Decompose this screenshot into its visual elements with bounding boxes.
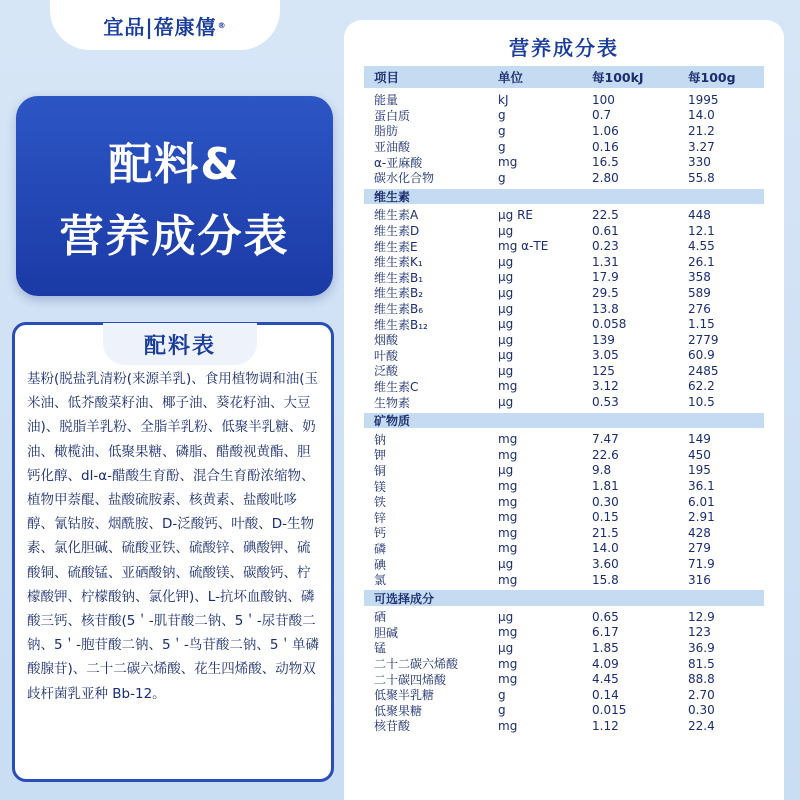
table-row bbox=[364, 718, 764, 734]
nutrient-unit: μg bbox=[498, 270, 514, 285]
nutrient-unit: mg bbox=[498, 718, 518, 733]
nutrient-per-100kj: 1.85 bbox=[592, 640, 619, 655]
table-row bbox=[364, 394, 764, 410]
table-row bbox=[364, 609, 764, 625]
header-per-100kj: 每100kJ bbox=[592, 70, 644, 85]
table-row bbox=[364, 463, 764, 479]
vitamins-group bbox=[364, 207, 764, 410]
nutrient-name: 亚油酸 bbox=[374, 140, 411, 155]
nutrient-per-100kj: 0.53 bbox=[592, 395, 619, 410]
nutrient-per-100kj: 2.80 bbox=[592, 170, 619, 185]
nutrient-name: 维生素K₁ bbox=[374, 255, 423, 270]
nutrient-per-100kj: 14.0 bbox=[592, 541, 619, 556]
nutrient-unit: mg bbox=[498, 447, 518, 462]
table-row bbox=[364, 223, 764, 239]
nutrient-unit: μg bbox=[498, 609, 514, 624]
nutrient-name: 维生素A bbox=[374, 208, 419, 223]
section-vitamins bbox=[364, 189, 764, 205]
nutrient-unit: kJ bbox=[498, 92, 509, 107]
basic-nutrients-group bbox=[364, 92, 764, 186]
table-row bbox=[364, 509, 764, 525]
nutrient-name: 脂肪 bbox=[374, 124, 399, 139]
nutrient-per-100kj: 29.5 bbox=[592, 285, 619, 300]
nutrient-unit: μg bbox=[498, 463, 514, 478]
nutrient-per-100kj: 9.8 bbox=[592, 463, 612, 478]
table-row bbox=[364, 154, 764, 170]
nutrient-per-100g: 21.2 bbox=[688, 123, 715, 138]
nutrient-name: 叶酸 bbox=[374, 348, 399, 363]
table-row bbox=[364, 92, 764, 108]
nutrient-unit: mg bbox=[498, 432, 518, 447]
nutrient-per-100kj: 1.12 bbox=[592, 718, 619, 733]
nutrient-unit: μg bbox=[498, 317, 514, 332]
nutrient-per-100g: 12.1 bbox=[688, 223, 715, 238]
nutrient-unit: mg bbox=[498, 672, 518, 687]
table-row bbox=[364, 494, 764, 510]
nutrient-unit: μg bbox=[498, 254, 514, 269]
nutrient-per-100kj: 3.60 bbox=[592, 557, 619, 572]
table-row bbox=[364, 316, 764, 332]
nutrient-unit: μg bbox=[498, 363, 514, 378]
nutrient-unit: μg bbox=[498, 285, 514, 300]
nutrient-per-100g: 10.5 bbox=[688, 395, 715, 410]
table-row bbox=[364, 572, 764, 588]
nutrient-name: 维生素B₁₂ bbox=[374, 317, 428, 332]
nutrient-per-100kj: 0.16 bbox=[592, 139, 619, 154]
nutrient-per-100g: 279 bbox=[688, 541, 711, 556]
nutrient-per-100g: 2485 bbox=[688, 363, 719, 378]
nutrient-name: 镁 bbox=[374, 479, 387, 494]
nutrient-per-100kj: 21.5 bbox=[592, 525, 619, 540]
section-optional bbox=[364, 590, 764, 606]
nutrient-per-100kj: 0.30 bbox=[592, 494, 619, 509]
nutrient-unit: mg bbox=[498, 379, 518, 394]
brand-logo bbox=[50, 0, 280, 50]
nutrient-per-100g: 60.9 bbox=[688, 348, 715, 363]
nutrient-per-100kj: 1.31 bbox=[592, 254, 619, 269]
table-row bbox=[364, 671, 764, 687]
section-minerals-label: 矿物质 bbox=[374, 414, 411, 429]
nutrient-per-100kj: 4.45 bbox=[592, 672, 619, 687]
nutrient-per-100kj: 0.23 bbox=[592, 239, 619, 254]
nutrient-per-100kj: 139 bbox=[592, 332, 615, 347]
nutrient-per-100g: 26.1 bbox=[688, 254, 715, 269]
nutrient-per-100kj: 0.65 bbox=[592, 609, 619, 624]
table-row bbox=[364, 556, 764, 572]
nutrient-per-100kj: 16.5 bbox=[592, 155, 619, 170]
table-row bbox=[364, 332, 764, 348]
nutrient-name: 氯 bbox=[374, 573, 387, 588]
nutrient-name: 钙 bbox=[374, 526, 387, 541]
nutrient-per-100g: 448 bbox=[688, 207, 711, 222]
nutrient-unit: g bbox=[498, 139, 506, 154]
nutrient-unit: g bbox=[498, 170, 506, 185]
table-row bbox=[364, 123, 764, 139]
nutrient-per-100kj: 0.14 bbox=[592, 687, 619, 702]
nutrient-per-100g: 2.91 bbox=[688, 510, 715, 525]
nutrient-per-100kj: 7.47 bbox=[592, 432, 619, 447]
table-row bbox=[364, 541, 764, 557]
nutrient-unit: g bbox=[498, 703, 506, 718]
nutrient-per-100g: 0.30 bbox=[688, 703, 715, 718]
nutrient-per-100g: 81.5 bbox=[688, 656, 715, 671]
registered-mark: ® bbox=[217, 20, 227, 30]
section-optional-label: 可选择成分 bbox=[374, 591, 435, 606]
nutrient-per-100g: 1.15 bbox=[688, 317, 715, 332]
minerals-group bbox=[364, 431, 764, 587]
nutrient-per-100kj: 0.7 bbox=[592, 108, 612, 123]
nutrient-name: 维生素E bbox=[374, 239, 418, 254]
nutrient-unit: μg bbox=[498, 640, 514, 655]
nutrient-per-100g: 358 bbox=[688, 270, 711, 285]
nutrient-name: 碳水化合物 bbox=[374, 171, 435, 186]
table-row bbox=[364, 285, 764, 301]
nutrient-per-100g: 450 bbox=[688, 447, 711, 462]
table-row bbox=[364, 525, 764, 541]
nutrient-unit: μg bbox=[498, 348, 514, 363]
nutrient-per-100g: 71.9 bbox=[688, 557, 715, 572]
ingredients-card bbox=[12, 322, 334, 782]
table-row bbox=[364, 687, 764, 703]
nutrient-name: 钾 bbox=[374, 448, 387, 463]
table-row bbox=[364, 301, 764, 317]
nutrient-name: 泛酸 bbox=[374, 364, 399, 379]
table-row bbox=[364, 238, 764, 254]
nutrient-unit: mg bbox=[498, 479, 518, 494]
nutrient-per-100kj: 3.05 bbox=[592, 348, 619, 363]
nutrient-per-100g: 88.8 bbox=[688, 672, 715, 687]
table-row bbox=[364, 108, 764, 124]
nutrient-name: 维生素B₂ bbox=[374, 286, 424, 301]
nutrient-unit: mg bbox=[498, 541, 518, 556]
nutrient-per-100g: 14.0 bbox=[688, 108, 715, 123]
table-row bbox=[364, 379, 764, 395]
nutrient-unit: μg bbox=[498, 223, 514, 238]
nutrient-per-100g: 1995 bbox=[688, 92, 719, 107]
nutrient-unit: μg bbox=[498, 301, 514, 316]
nutrient-name: 维生素D bbox=[374, 224, 420, 239]
nutrient-name: 低聚半乳糖 bbox=[374, 688, 435, 703]
nutrient-per-100kj: 1.06 bbox=[592, 123, 619, 138]
nutrient-unit: mg α-TE bbox=[498, 239, 549, 254]
table-row bbox=[364, 170, 764, 186]
nutrient-name: 生物素 bbox=[374, 395, 411, 410]
nutrient-per-100g: 149 bbox=[688, 432, 711, 447]
nutrient-name: 维生素B₆ bbox=[374, 302, 424, 317]
nutrient-unit: mg bbox=[498, 572, 518, 587]
nutrient-name: 烟酸 bbox=[374, 333, 399, 348]
nutrient-per-100kj: 125 bbox=[592, 363, 615, 378]
nutrient-unit: g bbox=[498, 123, 506, 138]
nutrient-per-100kj: 1.81 bbox=[592, 479, 619, 494]
title-card bbox=[16, 96, 333, 296]
nutrient-name: 磷 bbox=[374, 541, 387, 556]
page-title-line1: 配料& bbox=[108, 139, 241, 190]
nutrient-per-100g: 3.27 bbox=[688, 139, 715, 154]
nutrient-name: 维生素C bbox=[374, 379, 419, 394]
nutrient-per-100g: 62.2 bbox=[688, 379, 715, 394]
table-row bbox=[364, 348, 764, 364]
nutrient-name: 铜 bbox=[374, 463, 387, 478]
nutrient-per-100g: 36.9 bbox=[688, 640, 715, 655]
table-row bbox=[364, 207, 764, 223]
nutrient-per-100kj: 15.8 bbox=[592, 572, 619, 587]
nutrient-name: 维生素B₁ bbox=[374, 270, 424, 285]
nutrient-unit: mg bbox=[498, 656, 518, 671]
nutrient-unit: g bbox=[498, 108, 506, 123]
nutrient-per-100g: 36.1 bbox=[688, 479, 715, 494]
nutrient-name: 核苷酸 bbox=[374, 719, 411, 734]
nutrient-name: 硒 bbox=[374, 610, 387, 625]
nutrient-per-100g: 12.9 bbox=[688, 609, 715, 624]
nutrient-per-100g: 123 bbox=[688, 625, 711, 640]
nutrient-per-100kj: 22.5 bbox=[592, 207, 619, 222]
optional-group bbox=[364, 609, 764, 734]
header-unit: 单位 bbox=[498, 70, 524, 85]
nutrient-per-100kj: 3.12 bbox=[592, 379, 619, 394]
nutrient-per-100g: 589 bbox=[688, 285, 711, 300]
brand-logo-text: 宜品|蓓康僖 bbox=[103, 14, 217, 39]
nutrient-per-100g: 2.70 bbox=[688, 687, 715, 702]
table-row bbox=[364, 447, 764, 463]
nutrient-unit: mg bbox=[498, 494, 518, 509]
table-row bbox=[364, 139, 764, 155]
nutrient-per-100g: 330 bbox=[688, 155, 711, 170]
table-row bbox=[364, 478, 764, 494]
table-row bbox=[364, 656, 764, 672]
table-row bbox=[364, 363, 764, 379]
nutrient-per-100g: 276 bbox=[688, 301, 711, 316]
nutrient-name: 二十碳四烯酸 bbox=[374, 672, 447, 687]
nutrient-per-100g: 55.8 bbox=[688, 170, 715, 185]
nutrient-unit: mg bbox=[498, 510, 518, 525]
nutrient-name: 胆碱 bbox=[374, 625, 399, 640]
ingredients-title: 配料表 bbox=[103, 323, 257, 365]
nutrient-unit: μg bbox=[498, 332, 514, 347]
nutrient-unit: μg bbox=[498, 395, 514, 410]
table-row bbox=[364, 270, 764, 286]
nutrient-per-100g: 6.01 bbox=[688, 494, 715, 509]
nutrient-per-100kj: 13.8 bbox=[592, 301, 619, 316]
nutrient-unit: μg RE bbox=[498, 207, 533, 222]
nutrient-per-100kj: 0.058 bbox=[592, 317, 627, 332]
section-vitamins-label: 维生素 bbox=[374, 189, 411, 204]
table-header bbox=[364, 66, 764, 88]
nutrient-unit: μg bbox=[498, 557, 514, 572]
nutrient-name: 锰 bbox=[374, 641, 387, 656]
header-item: 项目 bbox=[374, 70, 400, 85]
table-row bbox=[364, 640, 764, 656]
nutrient-per-100g: 428 bbox=[688, 525, 711, 540]
header-per-100g: 每100g bbox=[688, 70, 736, 85]
nutrient-per-100kj: 4.09 bbox=[592, 656, 619, 671]
nutrient-name: 蛋白质 bbox=[374, 108, 411, 123]
nutrient-unit: mg bbox=[498, 525, 518, 540]
nutrient-per-100kj: 0.015 bbox=[592, 703, 627, 718]
nutrient-per-100g: 22.4 bbox=[688, 718, 715, 733]
section-minerals bbox=[364, 413, 764, 429]
nutrient-per-100kj: 100 bbox=[592, 92, 615, 107]
page-title-line2: 营养成分表 bbox=[59, 211, 290, 262]
nutrition-card bbox=[344, 20, 784, 800]
nutrient-name: 锌 bbox=[374, 510, 387, 525]
nutrient-unit: mg bbox=[498, 625, 518, 640]
nutrient-name: 铁 bbox=[374, 495, 387, 510]
nutrient-per-100g: 2779 bbox=[688, 332, 719, 347]
table-row bbox=[364, 431, 764, 447]
nutrient-name: α-亚麻酸 bbox=[374, 155, 423, 170]
nutrient-unit: g bbox=[498, 687, 506, 702]
nutrition-table bbox=[364, 66, 764, 734]
table-row bbox=[364, 703, 764, 719]
nutrient-name: 钠 bbox=[374, 432, 387, 447]
nutrient-per-100kj: 0.61 bbox=[592, 223, 619, 238]
nutrient-unit: mg bbox=[498, 155, 518, 170]
nutrition-title: 营养成分表 bbox=[509, 36, 619, 60]
nutrient-per-100kj: 17.9 bbox=[592, 270, 619, 285]
ingredients-text: 基粉(脱盐乳清粉(来源羊乳)、食用植物调和油(玉米油、低芥酸菜籽油、椰子油、葵花籽油、大豆油)、脱脂羊乳粉、全脂羊乳粉、低聚半乳糖、奶油、橄榄油、低聚果糖、磷脂、醋酸视黄酯、胆钙化醇、dl-α-醋酸生育酚、混合生育酚浓缩物、植物甲萘醌、盐酸硫胺素、核黄素、盐酸吡哆醇、氰钴胺、烟酰胺、D-泛酸钙、叶酸、D-生物素、氯化胆碱、硫酸亚铁、硫酸锌、碘酸钾、硫酸铜、硫酸锰、亚硒酸钠、硫酸镁、碳酸钙、柠檬酸钾、柠檬酸钠、氯化钾)、L-抗坏血酸钠、磷酸三钙、核苷酸(5＇-肌苷酸二钠、5＇-尿苷酸二钠、5＇-胞苷酸二钠、5＇-鸟苷酸二钠、5＇单磷酸腺苷)、二十二碳六烯酸、花生四烯酸、动物双歧杆菌乳亚种 Bb-12。 bbox=[27, 371, 320, 702]
nutrient-name: 碘 bbox=[374, 557, 387, 572]
nutrient-per-100kj: 0.15 bbox=[592, 510, 619, 525]
nutrient-per-100g: 195 bbox=[688, 463, 711, 478]
nutrient-per-100g: 4.55 bbox=[688, 239, 715, 254]
table-row bbox=[364, 625, 764, 641]
nutrient-per-100kj: 6.17 bbox=[592, 625, 619, 640]
nutrient-name: 低聚果糖 bbox=[374, 703, 423, 718]
nutrient-per-100g: 316 bbox=[688, 572, 711, 587]
nutrient-name: 能量 bbox=[374, 93, 399, 108]
nutrient-per-100kj: 22.6 bbox=[592, 447, 619, 462]
nutrient-name: 二十二碳六烯酸 bbox=[374, 657, 459, 672]
table-row bbox=[364, 254, 764, 270]
